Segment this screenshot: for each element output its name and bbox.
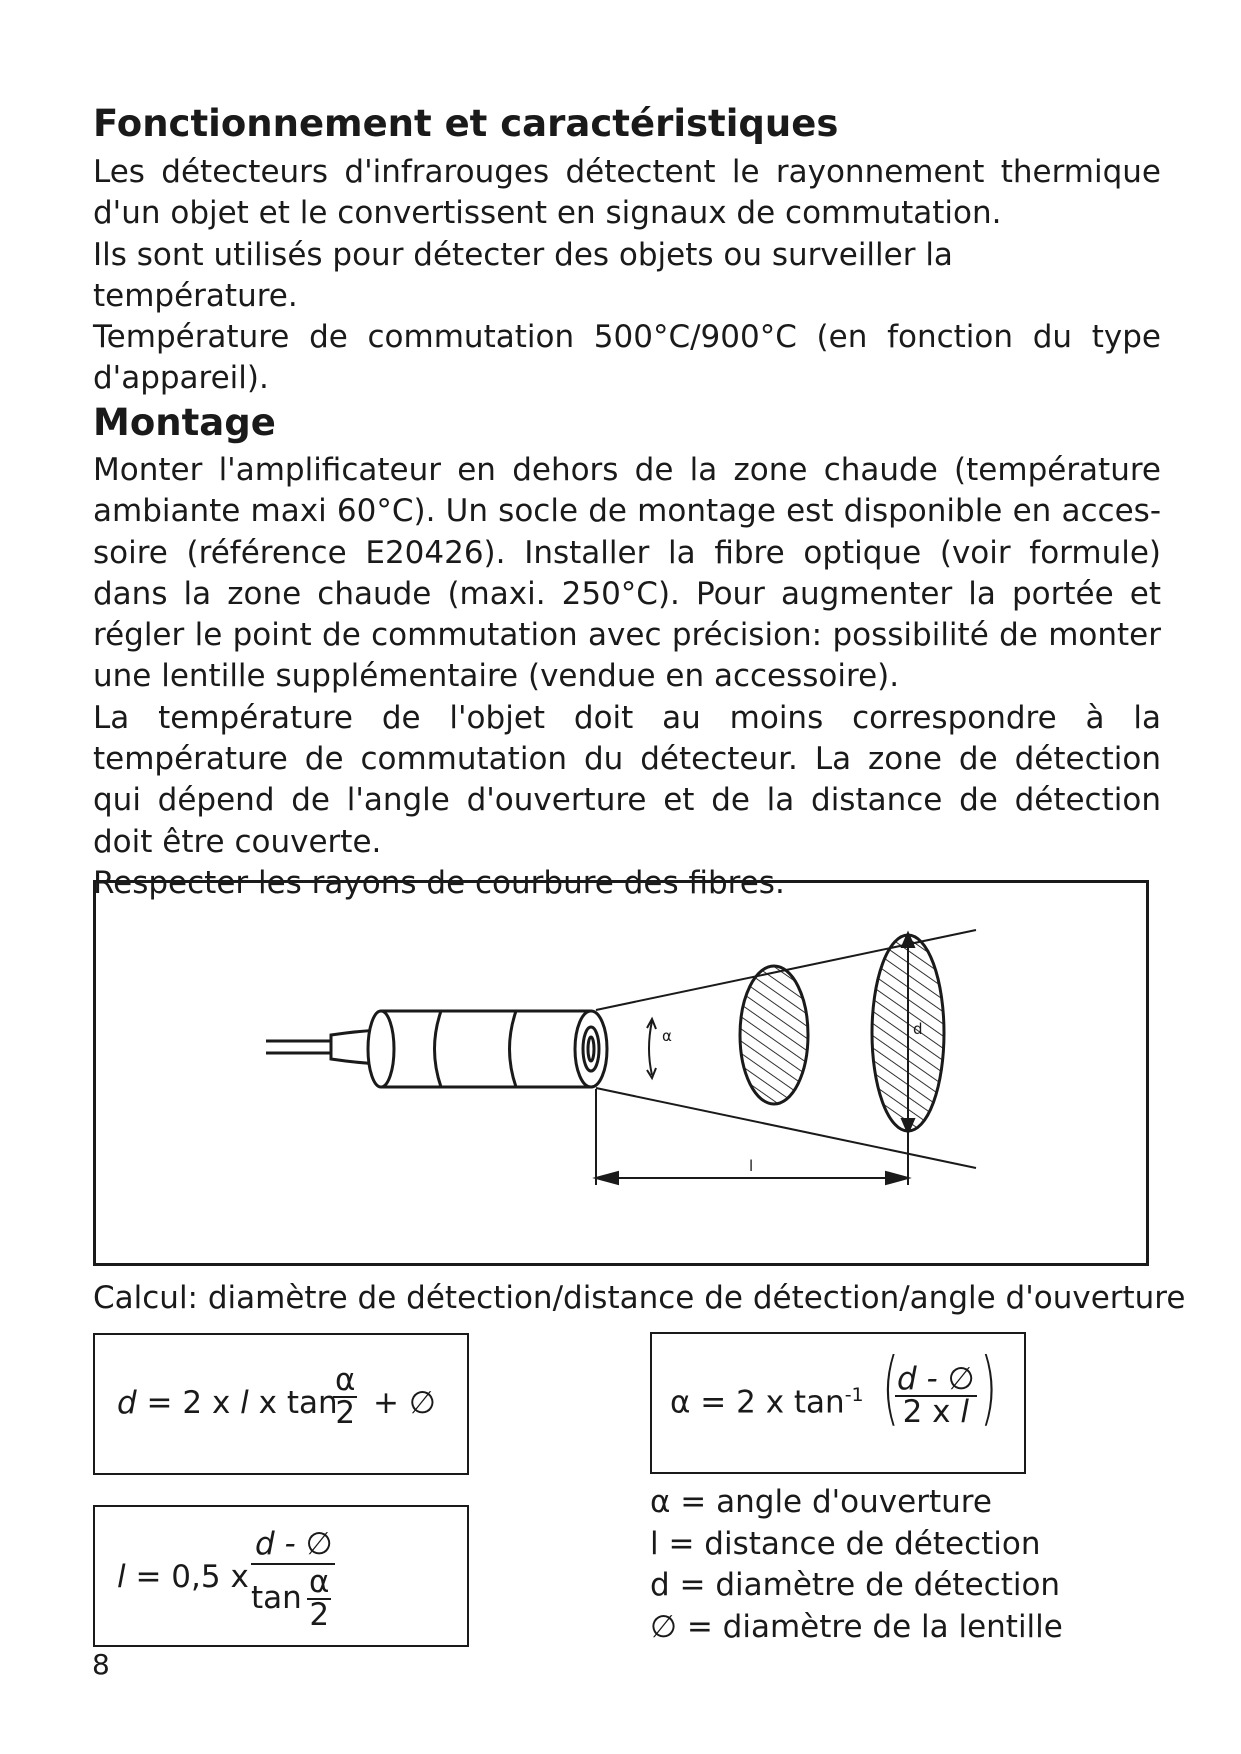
formula-l-den-frac-num: α	[309, 1564, 330, 1600]
sensor-diagram	[96, 883, 1146, 1263]
section-title-montage: Montage	[93, 401, 276, 444]
alpha-label: α	[662, 1027, 672, 1045]
detection-spot-near	[740, 966, 808, 1104]
left-paren: (	[882, 1341, 900, 1434]
formula-l-fraction	[251, 1526, 337, 1633]
formula-alpha-fraction	[895, 1361, 977, 1430]
formula-alpha-frac-den-prefix: 2 x	[902, 1394, 961, 1430]
formula-d-l: l	[240, 1385, 249, 1421]
legend-item: α = angle d'ouverture	[650, 1484, 992, 1520]
section-title-fonctionnement: Fonctionnement et caractéristiques	[93, 102, 839, 145]
formula-alpha-sup: -1	[844, 1384, 864, 1406]
formula-angle	[650, 1332, 1026, 1474]
formula-d-fraction	[333, 1362, 357, 1431]
section-body-fonctionnement	[93, 152, 1161, 400]
fibre-cable	[266, 1030, 381, 1064]
formula-l-eq: = 0,5 x	[125, 1559, 249, 1595]
formula-d-tail: + ∅	[373, 1385, 436, 1421]
formula-distance	[93, 1505, 469, 1647]
paragraph: La température de l'objet doit au moins correspondre à la température de commutation du détecteur. La zone de détection qui dépend de l'angle d'ouverture et de la distance de détection doit être couverte.	[93, 699, 1161, 860]
formula-d-tan: x tan	[248, 1385, 338, 1421]
page-number: 8	[92, 1648, 110, 1681]
formula-d-eq: = 2 x	[136, 1385, 241, 1421]
formula-l-den-frac-den: 2	[307, 1598, 331, 1631]
paragraph: Les détecteurs d'infrarouges détectent le rayonnement thermique d'un objet et le convertissent en signaux de commutation.	[93, 154, 1161, 232]
legend-item: d = diamètre de détection	[650, 1567, 1061, 1603]
formula-l-frac-num: d - ∅	[255, 1526, 333, 1562]
paragraph: Monter l'amplificateur en dehors de la zone chaude (température ambiante maxi 60°C). Un socle de montage est disponible en accessoire (référence E20426). Installer la fibre optique (voir formule) dans la zone chaude (maxi. 250°C). Pour augmenter la portée et régler le point de commutation avec précision: possibilité de monter une lentille supplémentaire (vendue en accessoire).	[93, 452, 1161, 695]
formula-legend	[650, 1482, 1063, 1648]
calculation-caption: Calcul: diamètre de détection/distance de détection/angle d'ouverture	[93, 1280, 1186, 1316]
sensor-body	[368, 1011, 607, 1087]
section-body-montage	[93, 450, 1161, 904]
d-label: d	[913, 1020, 923, 1038]
formula-alpha-frac-den-l: l	[960, 1394, 969, 1430]
formula-diameter	[93, 1333, 469, 1475]
legend-item: ∅ = diamètre de la lentille	[650, 1608, 1063, 1645]
formula-d-frac-num: α	[335, 1362, 356, 1398]
paragraph: Température de commutation 500°C/900°C (en fonction du type d'appareil).	[93, 319, 1161, 397]
formula-alpha-lhs: α = 2 x tan	[670, 1384, 845, 1421]
formula-d-lhs: d	[117, 1385, 137, 1421]
right-paren: )	[980, 1341, 998, 1434]
l-label: l	[749, 1157, 754, 1175]
paragraph: Ils sont utilisés pour détecter des objets ou surveiller la température.	[93, 236, 953, 314]
legend-item: l = distance de détection	[650, 1525, 1041, 1562]
formula-d-frac-den: 2	[333, 1396, 357, 1429]
angle-arc	[647, 1019, 656, 1078]
formula-l-lhs: l	[117, 1559, 126, 1595]
formula-alpha-frac-num: d - ∅	[897, 1361, 975, 1397]
formula-l-den-tan: tan	[251, 1580, 302, 1616]
sensor-diagram-figure	[93, 880, 1149, 1266]
paragraph: Respecter les rayons de courbure des fibres.	[93, 864, 785, 901]
